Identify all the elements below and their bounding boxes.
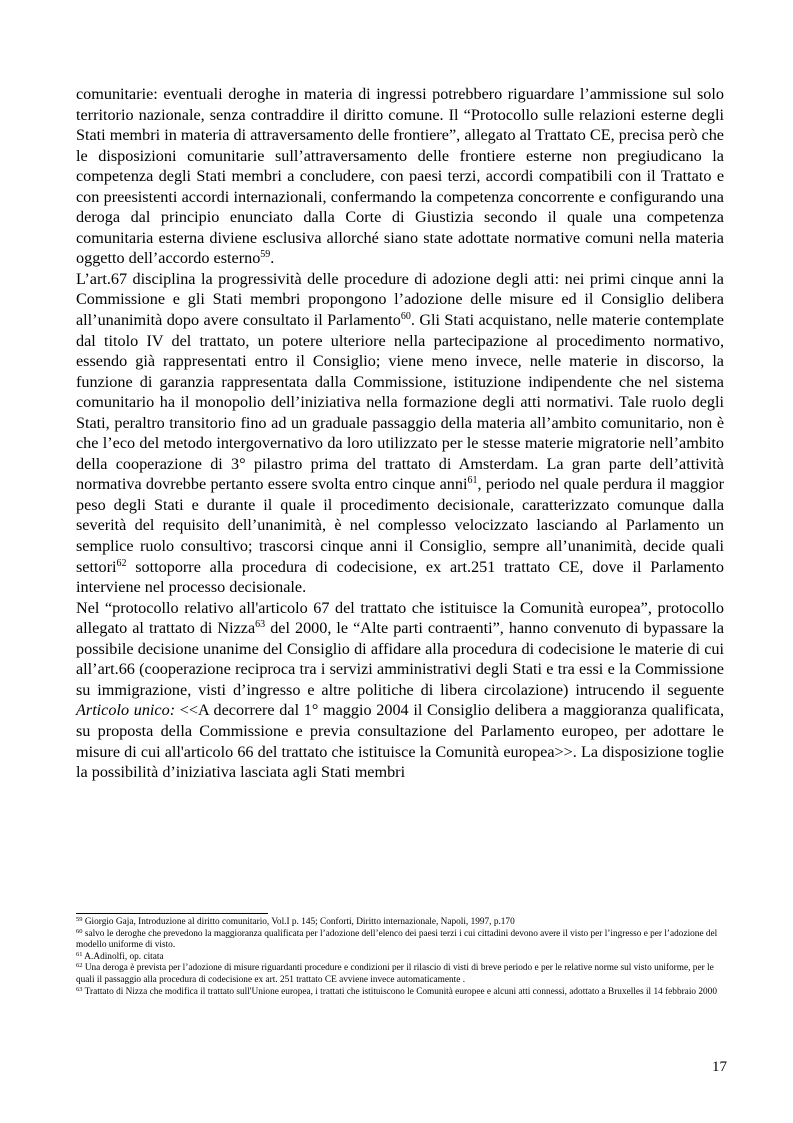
body-text <box>76 84 724 783</box>
footnote-ref-59[interactable]: 59 <box>260 249 271 261</box>
footnote-63: $^{63}$ Trattato di Nizza che modifica il trattato sull'Unione europea, i trattati che istituiscono le Comunità europee e alcuni atti connessi, adottato a Bruxelles il 14 febbraio 2000 <box>76 985 717 997</box>
paragraph-1: comunitarie: eventuali deroghe in materia di ingressi potrebbero riguardare l’ammissione sul solo territorio nazionale, senza contraddire il diritto comune. Il “Protocollo sulle relazioni esterne degli Stati membri in materia di attraversamento delle frontiere”, allegato al Trattato CE, precisa però che le disposizioni comunitarie sull’attraversamento delle frontiere esterne non pregiudicano la competenza degli Stati membri a concludere, con paesi terzi, accordi compatibili con il Trattato e con preesistenti accordi internazionali, confermando la competenza concorrente e configurando una deroga dal principio enunciato dalla Corte di Giustizia secondo il quale una competenza comunitaria esterna diviene esclusiva allorché siano state adottate normative comuni nella materia oggetto dell’accordo esterno$^{59}$. <box>76 85 724 268</box>
footnotes <box>76 917 726 998</box>
footnote-ref-60[interactable]: 60 <box>400 311 411 323</box>
footnote-separator <box>76 913 268 914</box>
footnote-ref-62[interactable]: 62 <box>116 557 127 569</box>
paragraph-2: L’art.67 disciplina la progressività delle procedure di adozione degli atti: nei primi cinque anni la Commissione e gli Stati membri propongono l’adozione delle misure ed il Consiglio delibera all’unanimità dopo avere consultato il Parlamento$^{60}$. Gli Stati acquistano, nelle materie contemplate dal titolo IV del trattato, un potere ulteriore nella partecipazione al procedimento normativo, essendo già rappresentati entro il Consiglio; viene meno invece, nelle materie in discorso, la funzione di garanzia rappresentata dalla Commissione, istituzione indipendente che nel sistema comunitario ha il monopolio dell’iniziativa nella formazione degli atti normativi. Tale ruolo degli Stati, peraltro transitorio fino ad un graduale passaggio della materia all’ambito comunitario, non è che l’eco del metodo intergovernativo da loro utilizzato per le stesse materie migratorie nell’ambito della cooperazione di 3° pilastro prima del trattato di Amsterdam. La gran parte dell’attività normativa dovrebbe pertanto essere svolta entro cinque anni$^{61}$, periodo nel quale perdura il maggior peso degli Stati e durante il quale il procedimento decisionale, caratterizzato comunque dalla severità del requisito dell’unanimità, è nel complesso velocizzato lasciando al Parlamento un semplice ruolo consultivo; trascorsi cinque anni il Consiglio, sempre all’unanimità, decide quali settori$^{62}$ sottoporre alla procedura di codecisione, ex art.251 trattato CE, dove il Parlamento interviene nel processo decisionale. <box>76 269 724 597</box>
footnote-62: $^{62}$ Una deroga è prevista per l’adozione di misure riguardanti procedure e condizioni per il rilascio di visti di breve periodo e per le relative norme sul visto uniforme, per le quali il passaggio alla procedura di codecisione ex art. 251 trattato CE avviene invece automaticamente . <box>76 962 714 985</box>
page-number: 17 <box>712 1059 727 1075</box>
paragraph-3: Nel “protocollo relativo all'articolo 67 del trattato che istituisce la Comunità europea”, protocollo allegato al trattato di Nizza$^{63}$ del 2000, le “Alte parti contraenti”, hanno convenuto di bypassare la possibile decisione unanime del Consiglio di affidare alla procedura di codecisione le materie di cui all’art.66 (cooperazione reciproca tra i servizi amministrativi degli Stati e tra essi e la Commissione su immigrazione, visti d’ingresso e altre politiche di libera circolazione) intrucendo il seguente Articolo unico: <<A decorrere dal 1° maggio 2004 il Consiglio delibera a maggioranza qualificata, su proposta della Commissione e previa consultazione del Parlamento europeo, per adottare le misure di cui all'articolo 66 del trattato che istituisce la Comunità europea>>. La disposizione toglie la possibilità d’iniziativa lasciata agli Stati membri <box>76 598 725 782</box>
footnote-59: $^{59}$ Giorgio Gaja, Introduzione al diritto comunitario, Vol.I p. 145; Conforti, Diritto internazionale, Napoli, 1997, p.170 <box>76 916 515 927</box>
footnote-ref-63[interactable]: 63 <box>255 619 266 631</box>
article-heading: Articolo unico: <box>76 701 176 720</box>
footnote-60: $^{60}$ salvo le deroghe che prevedono la maggioranza qualificata per l’adozione dell’elenco dei paesi terzi i cui cittadini devono avere il visto per l’ingresso e per l’adozione del modello uniforme di visto. <box>76 927 718 951</box>
footnote-61: $^{61}$ A.Adinolfi, op. citata <box>76 950 164 962</box>
footnote-ref-61[interactable]: 61 <box>467 475 478 487</box>
